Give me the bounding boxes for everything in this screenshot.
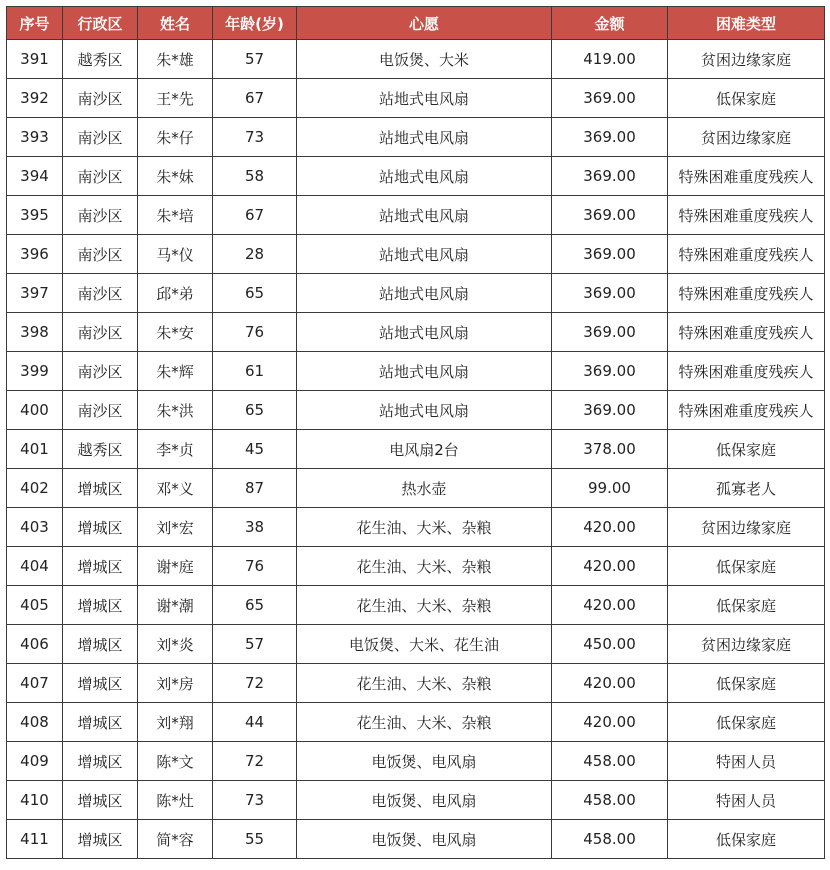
header-wish: 心愿 [297,7,552,40]
amount-cell: 369.00 [552,235,668,274]
wish-cell: 花生油、大米、杂粮 [297,586,552,625]
table-header [7,7,825,40]
name-cell: 陈*灶 [138,781,213,820]
table-row [7,196,825,235]
wish-cell: 电饭煲、大米、花生油 [297,625,552,664]
hardship-type-cell: 低保家庭 [668,664,825,703]
wish-cell: 电饭煲、电风扇 [297,820,552,859]
header-row [7,7,825,40]
name-cell: 朱*洪 [138,391,213,430]
table-row [7,79,825,118]
hardship-type-cell: 低保家庭 [668,820,825,859]
amount-cell: 458.00 [552,781,668,820]
serial-cell: 408 [7,703,63,742]
amount-cell: 378.00 [552,430,668,469]
serial-cell: 407 [7,664,63,703]
district-cell: 增城区 [63,625,138,664]
hardship-type-cell: 特殊困难重度残疾人 [668,157,825,196]
name-cell: 朱*培 [138,196,213,235]
amount-cell: 420.00 [552,664,668,703]
table-row [7,352,825,391]
age-cell: 65 [213,274,297,313]
district-cell: 增城区 [63,820,138,859]
wish-cell: 热水壶 [297,469,552,508]
name-cell: 邓*义 [138,469,213,508]
age-cell: 76 [213,547,297,586]
age-cell: 55 [213,820,297,859]
wish-cell: 站地式电风扇 [297,313,552,352]
header-age: 年龄(岁) [213,7,297,40]
age-cell: 87 [213,469,297,508]
district-cell: 增城区 [63,781,138,820]
table-row [7,586,825,625]
hardship-type-cell: 贫困边缘家庭 [668,508,825,547]
serial-cell: 401 [7,430,63,469]
header-district: 行政区 [63,7,138,40]
table-row [7,391,825,430]
name-cell: 刘*翔 [138,703,213,742]
serial-cell: 395 [7,196,63,235]
wish-cell: 站地式电风扇 [297,118,552,157]
table-row [7,274,825,313]
table-row [7,625,825,664]
serial-cell: 406 [7,625,63,664]
hardship-type-cell: 贫困边缘家庭 [668,625,825,664]
amount-cell: 420.00 [552,703,668,742]
hardship-type-cell: 贫困边缘家庭 [668,118,825,157]
serial-cell: 391 [7,40,63,79]
name-cell: 简*容 [138,820,213,859]
wish-cell: 站地式电风扇 [297,196,552,235]
district-cell: 增城区 [63,547,138,586]
name-cell: 邱*弟 [138,274,213,313]
hardship-type-cell: 贫困边缘家庭 [668,40,825,79]
district-cell: 南沙区 [63,235,138,274]
amount-cell: 369.00 [552,352,668,391]
serial-cell: 393 [7,118,63,157]
wish-cell: 花生油、大米、杂粮 [297,664,552,703]
age-cell: 45 [213,430,297,469]
district-cell: 南沙区 [63,352,138,391]
age-cell: 38 [213,508,297,547]
age-cell: 72 [213,742,297,781]
table-row [7,469,825,508]
hardship-type-cell: 特殊困难重度残疾人 [668,352,825,391]
amount-cell: 458.00 [552,820,668,859]
hardship-type-cell: 低保家庭 [668,79,825,118]
age-cell: 67 [213,79,297,118]
name-cell: 谢*庭 [138,547,213,586]
hardship-type-cell: 特殊困难重度残疾人 [668,313,825,352]
age-cell: 73 [213,781,297,820]
table-row [7,547,825,586]
age-cell: 72 [213,664,297,703]
wish-cell: 站地式电风扇 [297,352,552,391]
name-cell: 朱*安 [138,313,213,352]
hardship-type-cell: 特殊困难重度残疾人 [668,274,825,313]
serial-cell: 398 [7,313,63,352]
hardship-type-cell: 特殊困难重度残疾人 [668,235,825,274]
age-cell: 57 [213,40,297,79]
district-cell: 增城区 [63,469,138,508]
age-cell: 28 [213,235,297,274]
amount-cell: 369.00 [552,391,668,430]
table-body [7,40,825,859]
header-hardship-type: 困难类型 [668,7,825,40]
serial-cell: 400 [7,391,63,430]
name-cell: 李*贞 [138,430,213,469]
serial-cell: 410 [7,781,63,820]
serial-cell: 403 [7,508,63,547]
name-cell: 刘*宏 [138,508,213,547]
hardship-type-cell: 特殊困难重度残疾人 [668,196,825,235]
age-cell: 73 [213,118,297,157]
wish-cell: 站地式电风扇 [297,391,552,430]
district-cell: 南沙区 [63,157,138,196]
serial-cell: 397 [7,274,63,313]
amount-cell: 450.00 [552,625,668,664]
header-serial: 序号 [7,7,63,40]
name-cell: 刘*房 [138,664,213,703]
hardship-type-cell: 特殊困难重度残疾人 [668,391,825,430]
age-cell: 65 [213,586,297,625]
wish-cell: 电饭煲、大米 [297,40,552,79]
amount-cell: 458.00 [552,742,668,781]
serial-cell: 411 [7,820,63,859]
name-cell: 朱*仔 [138,118,213,157]
amount-cell: 369.00 [552,157,668,196]
name-cell: 谢*潮 [138,586,213,625]
serial-cell: 404 [7,547,63,586]
wish-cell: 站地式电风扇 [297,235,552,274]
district-cell: 增城区 [63,742,138,781]
serial-cell: 392 [7,79,63,118]
table-row [7,235,825,274]
district-cell: 南沙区 [63,79,138,118]
hardship-type-cell: 孤寡老人 [668,469,825,508]
header-amount: 金额 [552,7,668,40]
age-cell: 67 [213,196,297,235]
name-cell: 刘*炎 [138,625,213,664]
serial-cell: 402 [7,469,63,508]
wish-cell: 站地式电风扇 [297,157,552,196]
age-cell: 76 [213,313,297,352]
wish-cell: 花生油、大米、杂粮 [297,703,552,742]
amount-cell: 369.00 [552,274,668,313]
table-row [7,703,825,742]
district-cell: 增城区 [63,586,138,625]
table-row [7,157,825,196]
name-cell: 朱*雄 [138,40,213,79]
district-cell: 南沙区 [63,313,138,352]
hardship-type-cell: 低保家庭 [668,430,825,469]
table-row [7,40,825,79]
age-cell: 44 [213,703,297,742]
amount-cell: 369.00 [552,313,668,352]
name-cell: 朱*辉 [138,352,213,391]
amount-cell: 369.00 [552,118,668,157]
hardship-type-cell: 低保家庭 [668,547,825,586]
serial-cell: 394 [7,157,63,196]
amount-cell: 420.00 [552,586,668,625]
hardship-type-cell: 低保家庭 [668,703,825,742]
wish-cell: 电饭煲、电风扇 [297,781,552,820]
table-row [7,508,825,547]
hardship-type-cell: 特困人员 [668,781,825,820]
table-row [7,820,825,859]
serial-cell: 409 [7,742,63,781]
amount-cell: 99.00 [552,469,668,508]
wish-list-table [6,6,825,859]
hardship-type-cell: 低保家庭 [668,586,825,625]
name-cell: 陈*文 [138,742,213,781]
age-cell: 61 [213,352,297,391]
district-cell: 南沙区 [63,196,138,235]
wish-cell: 站地式电风扇 [297,274,552,313]
table-row [7,118,825,157]
district-cell: 增城区 [63,508,138,547]
amount-cell: 369.00 [552,196,668,235]
table-row [7,430,825,469]
age-cell: 58 [213,157,297,196]
serial-cell: 396 [7,235,63,274]
district-cell: 越秀区 [63,430,138,469]
amount-cell: 420.00 [552,547,668,586]
age-cell: 57 [213,625,297,664]
amount-cell: 369.00 [552,79,668,118]
wish-cell: 花生油、大米、杂粮 [297,508,552,547]
district-cell: 南沙区 [63,118,138,157]
age-cell: 65 [213,391,297,430]
name-cell: 王*先 [138,79,213,118]
table-row [7,664,825,703]
table-row [7,742,825,781]
district-cell: 越秀区 [63,40,138,79]
wish-cell: 电饭煲、电风扇 [297,742,552,781]
serial-cell: 405 [7,586,63,625]
wish-cell: 电风扇2台 [297,430,552,469]
district-cell: 增城区 [63,703,138,742]
amount-cell: 419.00 [552,40,668,79]
district-cell: 增城区 [63,664,138,703]
table-row [7,313,825,352]
hardship-type-cell: 特困人员 [668,742,825,781]
district-cell: 南沙区 [63,391,138,430]
amount-cell: 420.00 [552,508,668,547]
wish-cell: 站地式电风扇 [297,79,552,118]
name-cell: 马*仪 [138,235,213,274]
serial-cell: 399 [7,352,63,391]
table-row [7,781,825,820]
name-cell: 朱*妹 [138,157,213,196]
header-name: 姓名 [138,7,213,40]
wish-cell: 花生油、大米、杂粮 [297,547,552,586]
district-cell: 南沙区 [63,274,138,313]
